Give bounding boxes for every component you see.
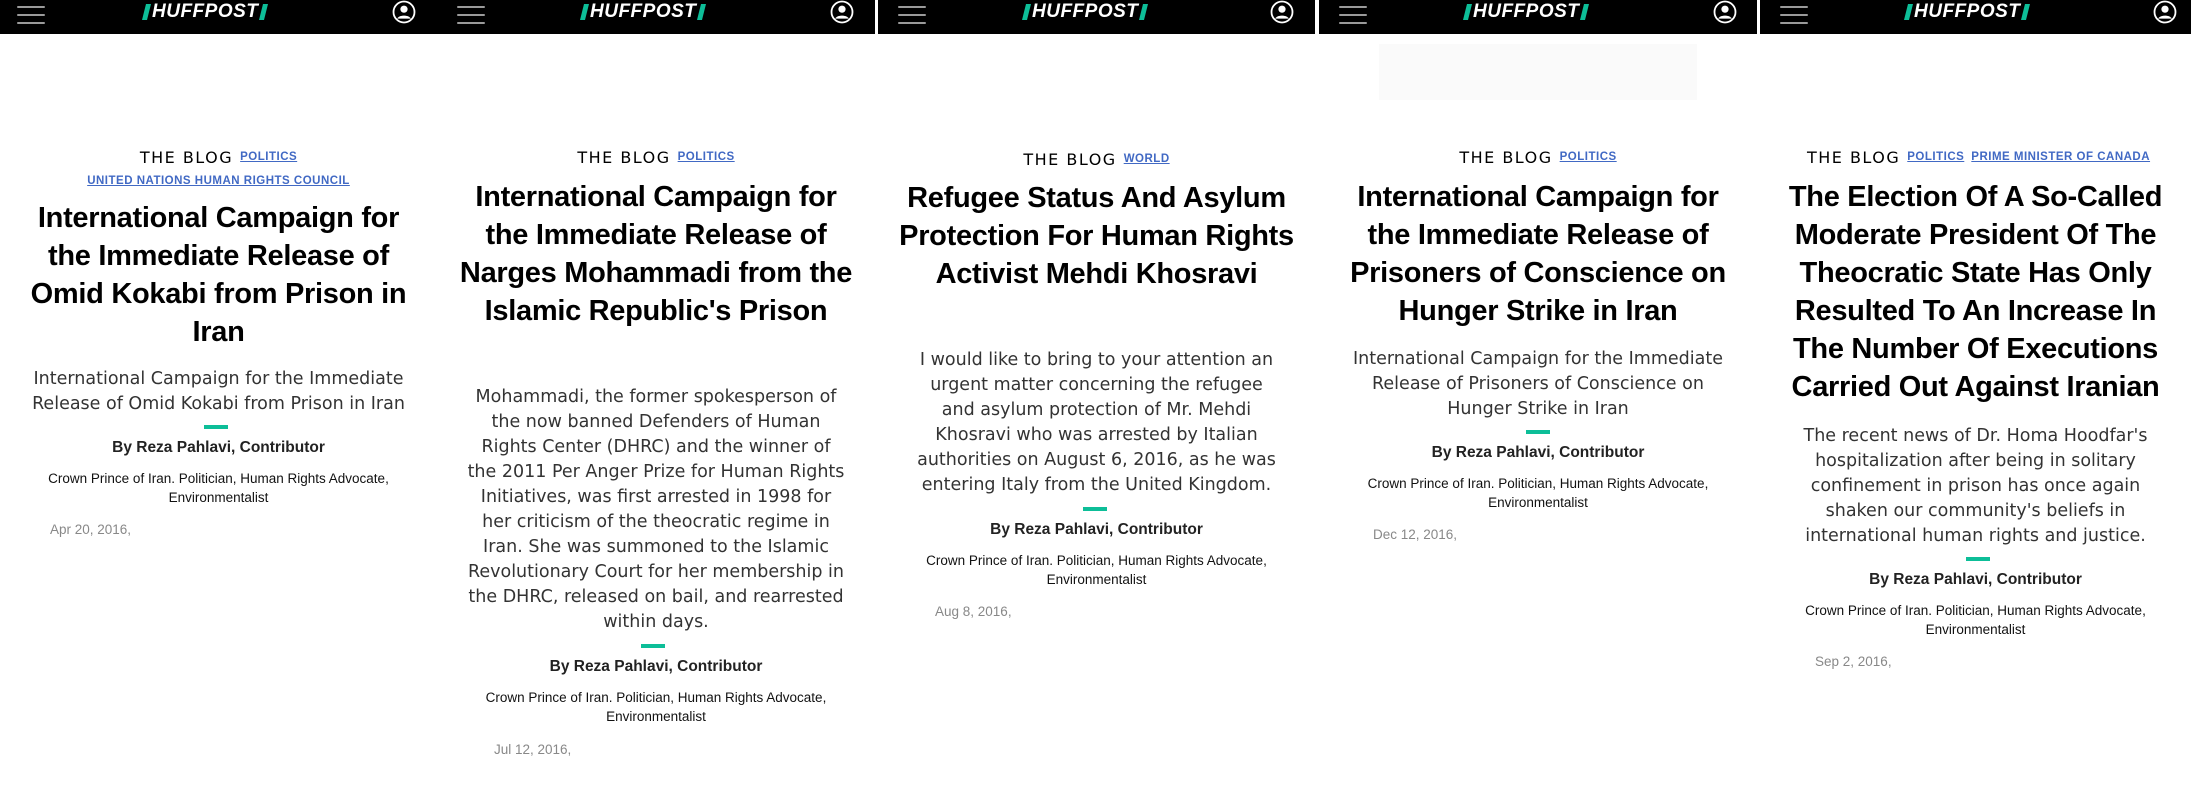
author-bio: Crown Prince of Iran. Politician, Human Rights Advocate, Environmentalist	[1805, 603, 2146, 637]
article-title[interactable]: International Campaign for the Immediate Release of Prisoners of Conscience on Hunger Strike in Iran	[1350, 181, 1726, 327]
blog-label: THE BLOG	[1806, 148, 1901, 167]
publish-date: Sep 2, 2016,	[1815, 654, 1892, 669]
tag-politics[interactable]: POLITICS	[1907, 151, 1965, 163]
user-account-icon[interactable]	[2153, 0, 2177, 24]
ad-placeholder	[1379, 44, 1697, 100]
user-account-icon[interactable]	[1713, 0, 1737, 24]
accent-divider	[1083, 507, 1107, 511]
blog-row	[0, 148, 437, 168]
byline[interactable]: By Reza Pahlavi, Contributor	[990, 521, 1203, 538]
tag-politics[interactable]: POLITICS	[240, 151, 298, 163]
article-panel-3	[878, 0, 1315, 785]
blog-label: THE BLOG	[139, 148, 234, 167]
publish-date: Dec 12, 2016,	[1373, 527, 1458, 542]
blog-row	[878, 150, 1315, 170]
article-dek: International Campaign for the Immediate Release of Omid Kokabi from Prison in Iran	[32, 369, 405, 414]
accent-divider	[641, 644, 665, 648]
hamburger-menu-icon[interactable]	[1780, 6, 1808, 26]
tag-line	[0, 174, 437, 192]
byline[interactable]: By Reza Pahlavi, Contributor	[1431, 444, 1645, 461]
byline[interactable]: By Reza Pahlavi, Contributor	[549, 658, 763, 675]
top-bar	[878, 0, 1315, 34]
tag-world[interactable]: WORLD	[1123, 153, 1170, 165]
publish-date: Jul 12, 2016,	[494, 742, 572, 757]
article-dek: The recent news of Dr. Homa Hoodfar's hospitalization after being in solitary confinement in prison has once again shaken our community's beliefs in international human rights and justice.	[1803, 426, 2148, 546]
author-bio: Crown Prince of Iran. Politician, Human Rights Advocate, Environmentalist	[1367, 476, 1709, 510]
accent-divider	[1966, 557, 1990, 561]
byline[interactable]: By Reza Pahlavi, Contributor	[1869, 571, 2082, 588]
logo-text: HUFFPOST	[590, 1, 697, 22]
user-account-icon[interactable]	[392, 0, 416, 24]
top-bar	[0, 0, 437, 34]
author-bio: Crown Prince of Iran. Politician, Human Rights Advocate, Environmentalist	[485, 690, 827, 724]
article-title[interactable]: International Campaign for the Immediate Release of Omid Kokabi from Prison in Iran	[30, 202, 407, 348]
article-panel-5	[1760, 0, 2191, 785]
tag-un-human-rights-council[interactable]: UNITED NATIONS HUMAN RIGHTS COUNCIL	[87, 175, 350, 187]
top-bar	[1760, 0, 2191, 34]
user-account-icon[interactable]	[1270, 0, 1294, 24]
blog-row	[1319, 148, 1757, 168]
blog-label: THE BLOG	[577, 148, 671, 167]
logo-text: HUFFPOST	[1473, 1, 1580, 22]
huffpost-logo[interactable]	[1024, 1, 1146, 23]
hamburger-menu-icon[interactable]	[1339, 6, 1367, 26]
huffpost-logo[interactable]	[1465, 1, 1587, 23]
logo-text: HUFFPOST	[152, 1, 259, 22]
article-dek: International Campaign for the Immediate Release of Prisoners of Conscience on Hunger Strike in Iran	[1353, 349, 1723, 419]
blog-row	[437, 148, 875, 168]
author-bio: Crown Prince of Iran. Politician, Human Rights Advocate, Environmentalist	[926, 553, 1267, 587]
tag-prime-minister-of-canada[interactable]: PRIME MINISTER OF CANADA	[1971, 151, 2151, 163]
byline[interactable]: By Reza Pahlavi, Contributor	[112, 439, 325, 456]
article-panel-2	[437, 0, 875, 785]
article-dek: I would like to bring to your attention an urgent matter concerning the refugee and asylum protection of Mr. Mehdi Khosravi who was arrested by Italian authorities on August 6, 2016, as he was entering Italy from the United Kingdom.	[917, 350, 1276, 495]
article-title[interactable]: International Campaign for the Immediate Release of Narges Mohammadi from the Islamic Republic's Prison	[459, 181, 853, 327]
top-bar	[437, 0, 875, 34]
logo-text: HUFFPOST	[1914, 1, 2021, 22]
article-panel-4	[1319, 0, 1757, 785]
tag-politics[interactable]: POLITICS	[1559, 151, 1617, 163]
article-title[interactable]: The Election Of A So-Called Moderate President Of The Theocratic State Has Only Resulted To An Increase In The Number Of Executions Carried Out Against Iranian	[1788, 181, 2163, 403]
blog-row	[1766, 148, 2191, 168]
logo-text: HUFFPOST	[1032, 1, 1139, 22]
hamburger-menu-icon[interactable]	[898, 6, 926, 26]
publish-date: Aug 8, 2016,	[935, 604, 1012, 619]
tag-politics[interactable]: POLITICS	[677, 151, 735, 163]
article-title[interactable]: Refugee Status And Asylum Protection For Human Rights Activist Mehdi Khosravi	[899, 182, 1294, 290]
huffpost-logo[interactable]	[144, 1, 266, 23]
article-panel-1	[0, 0, 437, 785]
huffpost-logo[interactable]	[582, 1, 704, 23]
article-dek: Mohammadi, the former spokesperson of the now banned Defenders of Human Rights Center (DHRC) and the winner of the 2011 Per Anger Prize for Human Rights Initiatives, was first arrested in 1998 for her criticism of the theocratic regime in Iran. She was summoned to the Islamic Revolutionary Court for her membership in the DHRC, released on bail, and rearrested within days.	[467, 387, 845, 632]
hamburger-menu-icon[interactable]	[17, 6, 45, 26]
top-bar	[1319, 0, 1757, 34]
accent-divider	[1526, 430, 1550, 434]
blog-label: THE BLOG	[1459, 148, 1553, 167]
author-bio: Crown Prince of Iran. Politician, Human Rights Advocate, Environmentalist	[48, 471, 389, 505]
huffpost-logo[interactable]	[1906, 1, 2028, 23]
user-account-icon[interactable]	[830, 0, 854, 24]
hamburger-menu-icon[interactable]	[457, 6, 485, 26]
accent-divider	[204, 425, 228, 429]
publish-date: Apr 20, 2016,	[50, 522, 132, 537]
blog-label: THE BLOG	[1023, 150, 1117, 169]
